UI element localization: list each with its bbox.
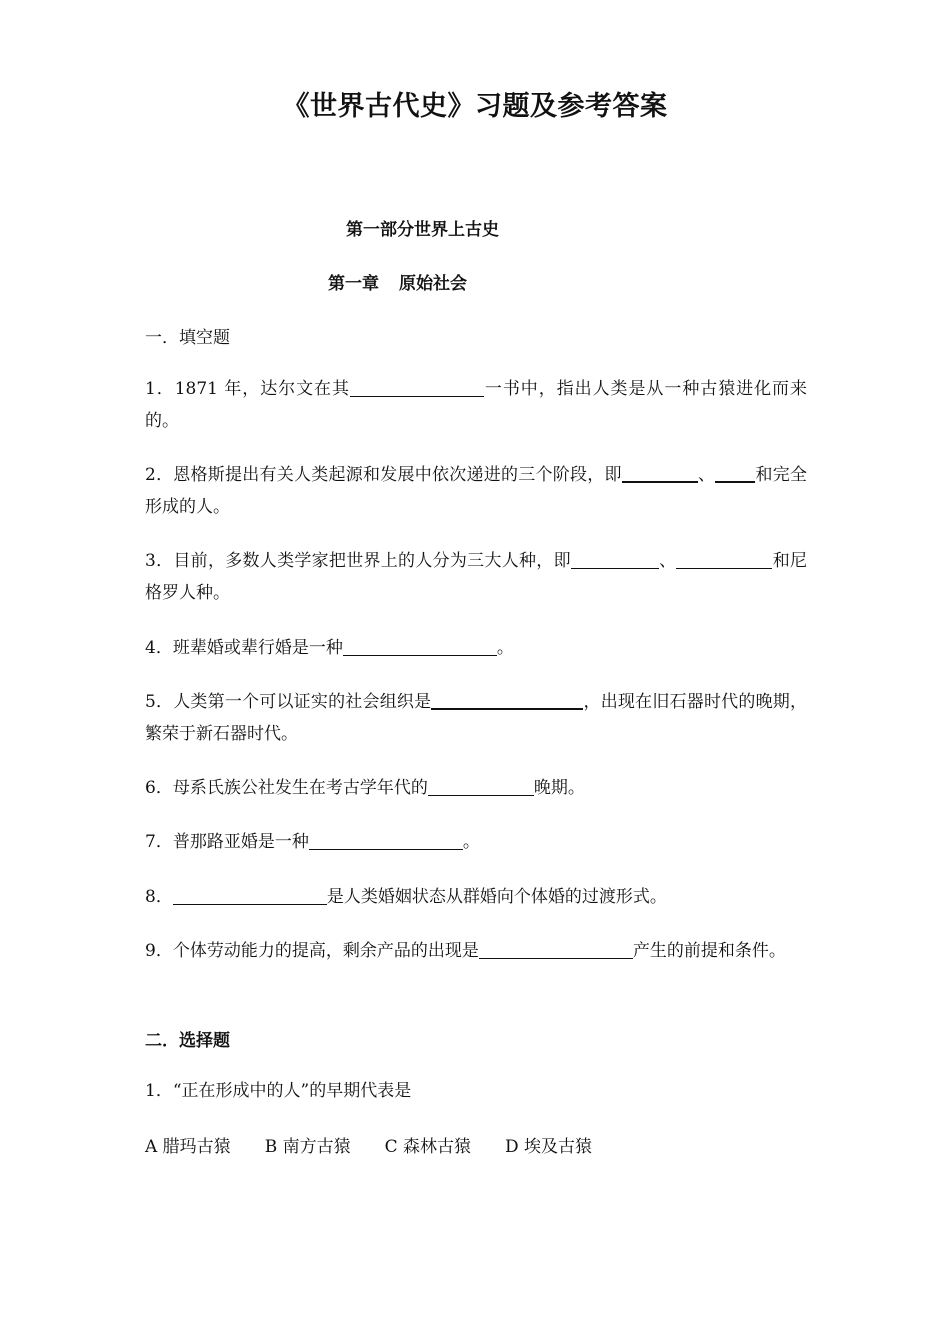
answer-blank[interactable] [676,548,772,569]
question-text: 。 [462,832,480,852]
multiple-choice-heading: 二．选择题 [145,1031,230,1051]
answer-blank[interactable] [571,548,659,569]
question-text: 7．普那路亚婚是一种 [145,832,309,852]
answer-blank[interactable] [309,829,463,850]
question-separator: 、 [658,551,677,571]
answer-blank[interactable] [479,938,633,959]
question-text: 产生的前提和条件。 [632,941,786,961]
answer-blank[interactable] [715,461,755,483]
choice-options [145,1132,626,1157]
option-c[interactable]: C 森林古猿 [384,1137,472,1157]
question-text: 9．个体劳动能力的提高，剩余产品的出现是 [145,941,479,961]
question-text: ，出现在旧石器时代的晚期，繁荣于新石器时代。 [145,692,807,744]
document-title: 《世界古代史》习题及参考答案 [282,91,668,122]
chapter-title [328,269,467,294]
option-b[interactable]: B 南方古猿 [264,1137,351,1157]
question-text: 。 [496,638,514,658]
fill-in-question-4 [145,632,807,664]
question-text: 8． [145,887,173,907]
question-text: 4．班辈婚或辈行婚是一种 [145,638,343,658]
answer-blank[interactable] [343,635,497,656]
question-separator: 、 [697,465,716,485]
question-text: 2．恩格斯提出有关人类起源和发展中依次递进的三个阶段，即 [145,465,622,485]
question-text: 是人类婚姻状态从群婚向个体婚的过渡形式。 [326,887,667,907]
answer-blank[interactable] [431,688,583,710]
question-text: 6．母系氏族公社发生在考古学年代的 [145,778,428,798]
chapter-name: 原始社会 [399,274,467,294]
fill-in-question-8 [145,881,807,913]
fill-in-question-5 [145,686,807,750]
question-text: 1．1871 年，达尔文在其 [145,379,350,399]
fill-in-question-7 [145,826,807,858]
question-text: 晚期。 [533,778,585,798]
fill-in-question-1 [145,373,807,437]
fill-in-question-3 [145,545,807,609]
question-text: 3．目前，多数人类学家把世界上的人分为三大人种，即 [145,551,571,571]
question-text: 5．人类第一个可以证实的社会组织是 [145,692,432,712]
fill-in-question-6 [145,772,807,804]
option-d[interactable]: D 埃及古猿 [505,1137,593,1157]
answer-blank[interactable] [350,376,484,397]
answer-blank[interactable] [622,461,698,483]
fill-in-question-9 [145,935,807,967]
option-a[interactable]: A 腊玛古猿 [145,1137,231,1157]
answer-blank[interactable] [428,775,534,796]
question-text: 和完全形成的人。 [145,465,807,517]
question-text: 一书中，指出人类是从一种古猿进化而来的。 [145,379,807,431]
question-text: 和尼格罗人种。 [145,551,808,603]
choice-question-1: 1．“正在形成中的人”的早期代表是 [145,1081,412,1101]
answer-blank[interactable] [173,884,327,905]
fill-in-heading: 一．填空题 [145,328,230,348]
fill-in-question-2 [145,459,807,523]
chapter-number: 第一章 [328,274,379,294]
part-title: 第一部分世界上古史 [346,220,499,240]
